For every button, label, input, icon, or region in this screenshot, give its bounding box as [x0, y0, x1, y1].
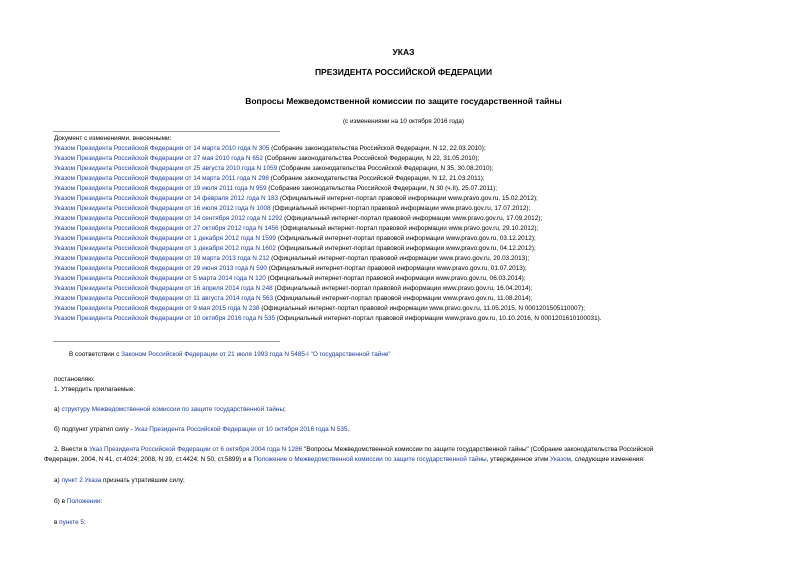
change-decree-link[interactable]: Указом Президента Российской Федерации от 14 сентября 2012 года N 1292 — [54, 215, 283, 222]
change-decree-link[interactable]: Указом Президента Российской Федерации от 1 декабря 2012 года N 1602 — [54, 245, 276, 252]
change-item — [54, 304, 602, 314]
postanov: постановляю: — [54, 376, 95, 383]
change-decree-link[interactable]: Указом Президента Российской Федерации от 25 августа 2010 года N 1059 — [54, 165, 278, 172]
change-item — [54, 224, 602, 234]
change-decree-link[interactable]: Указом Президента Российской Федерации от 10 октября 2016 года N 535 — [54, 315, 275, 322]
preamble — [69, 350, 391, 360]
point-2-link[interactable]: пункт 2 Указа — [61, 477, 102, 484]
decree-535-link[interactable]: Указ Президента Российской Федерации от 10 октября 2016 года N 535 — [134, 426, 348, 433]
paragraph-2-line2-b: , утвержденное этим — [486, 456, 551, 463]
paragraph-2a — [54, 476, 185, 486]
change-decree-link[interactable]: Указом Президента Российской Федерации от 1 декабря 2012 года N 1599 — [54, 235, 276, 242]
paragraph-2a-suffix: признать утратившим силу; — [101, 477, 185, 484]
bottom-divider — [53, 341, 280, 342]
structure-link[interactable]: структуру Межведомственной комиссии по защите государственной тайны — [61, 406, 285, 413]
paragraph-2b-prefix: б) в — [54, 498, 67, 505]
change-item — [54, 294, 602, 304]
change-item — [54, 264, 602, 274]
top-divider — [53, 131, 280, 132]
paragraph-2-line2-a: Федерации, 2004, N 41, ст.4024; 2008, N 39, ст.4424; N 50, ст.5899) и в — [44, 456, 254, 463]
change-decree-link[interactable]: Указом Президента Российской Федерации от 27 октября 2012 года N 1456 — [54, 225, 279, 232]
paragraph-1b-suffix: . — [347, 426, 350, 433]
paragraph-1b — [54, 425, 349, 435]
change-item — [54, 244, 602, 254]
change-source: (Собрание законодательства Российской Федерации, N 12, 22.03.2010); — [269, 145, 486, 152]
paragraph-2-line1-rest: "Вопросы Межведомственной комиссии по защите государственной тайны" (Собрание законодательства Российской — [302, 446, 654, 453]
change-source: (Официальный интернет-портал правовой информации www.pravo.gov.ru, 11.05.2015, N 0001201505110007); — [259, 305, 586, 312]
law-link[interactable]: Законом Российской Федерации от 21 июля 1993 года N 5485-I "О государственной тайне" — [121, 351, 391, 358]
change-decree-link[interactable]: Указом Президента Российской Федерации от 5 марта 2014 года N 120 — [54, 275, 266, 282]
decree-1286-link[interactable]: Указ Президента Российской Федерации от 6 октября 2004 года N 1286 — [89, 446, 303, 453]
change-decree-link[interactable]: Указом Президента Российской Федерации от 14 февраля 2012 года N 183 — [54, 195, 279, 202]
change-source: (Официальный интернет-портал правовой информации www.pravo.gov.ru, 01.07.2013); — [266, 265, 527, 272]
change-decree-link[interactable]: Указом Президента Российской Федерации от 9 мая 2015 года N 238 — [54, 305, 260, 312]
regulation-short-link[interactable]: Положении — [66, 498, 101, 505]
change-source: (Официальный интернет-портал правовой информации www.pravo.gov.ru, 06.03.2014); — [265, 275, 526, 282]
changes-intro: Документ с изменениями, внесенными: — [54, 135, 172, 142]
change-decree-link[interactable]: Указом Президента Российской Федерации от 16 июля 2012 года N 1008 — [54, 205, 271, 212]
change-source: (Официальный интернет-портал правовой информации www.pravo.gov.ru, 04.12.2012); — [275, 245, 536, 252]
change-source: (Официальный интернет-портал правовой информации www.pravo.gov.ru, 29.10.2012); — [278, 225, 539, 232]
edition-note: (с изменениями на 10 октября 2016 года) — [342, 118, 465, 125]
paragraph-1: 1. Утвердить прилагаемые: — [54, 386, 136, 393]
paragraph-2-line2-c: , следующие изменения: — [571, 456, 645, 463]
regulation-link[interactable]: Положение о Межведомственной комиссии по защите государственной тайны — [253, 456, 487, 463]
decree-issuer: ПРЕЗИДЕНТА РОССИЙСКОЙ ФЕДЕРАЦИИ — [314, 67, 493, 77]
paragraph-2c-suffix: : — [83, 519, 86, 526]
paragraph-2c-prefix: в — [54, 519, 60, 526]
paragraph-1a-prefix: а) — [54, 406, 62, 413]
change-item — [54, 284, 602, 294]
change-source: (Официальный интернет-портал правовой информации www.pravo.gov.ru, 03.12.2012); — [275, 235, 536, 242]
change-item — [54, 254, 602, 264]
change-decree-link[interactable]: Указом Президента Российской Федерации от 14 марта 2010 года N 305 — [54, 145, 270, 152]
change-decree-link[interactable]: Указом Президента Российской Федерации от 27 мая 2010 года N 652 — [54, 155, 263, 162]
change-decree-link[interactable]: Указом Президента Российской Федерации от 14 марта 2011 года N 298 — [54, 175, 269, 182]
change-source: (Официальный интернет-портал правовой информации www.pravo.gov.ru, 11.08.2014); — [273, 295, 533, 302]
change-item — [54, 234, 602, 244]
change-source: (Собрание законодательства Российской Федерации, N 12, 21.03.2011); — [268, 175, 485, 182]
changes-list — [54, 144, 602, 324]
paragraph-2c — [54, 518, 86, 528]
change-item — [54, 144, 602, 154]
change-source: (Собрание законодательства Российской Федерации, N 35, 30.08.2010); — [277, 165, 494, 172]
change-source: (Официальный интернет-портал правовой информации www.pravo.gov.ru, 15.02.2012); — [278, 195, 538, 202]
change-decree-link[interactable]: Указом Президента Российской Федерации от 16 апреля 2014 года N 248 — [54, 285, 273, 292]
change-source: (Официальный интернет-портал правовой информации www.pravo.gov.ru, 17.07.2012); — [270, 205, 531, 212]
paragraph-1b-prefix: б) подпункт утратил силу - — [54, 426, 135, 433]
change-decree-link[interactable]: Указом Президента Российской Федерации от 19 марта 2013 года N 212 — [54, 255, 270, 262]
change-source: (Собрание законодательства Российской Федерации, N 22, 31.05.2010); — [263, 155, 480, 162]
paragraph-2-line2 — [44, 455, 645, 465]
preamble-text: В соответствии с — [69, 351, 122, 358]
change-source: (Собрание законодательства Российской Федерации, N 30 (ч.II), 25.07.2011); — [266, 185, 498, 192]
change-decree-link[interactable]: Указом Президента Российской Федерации от 19 июля 2011 года N 959 — [54, 185, 267, 192]
change-item — [54, 194, 602, 204]
paragraph-2a-prefix: а) — [54, 477, 62, 484]
decree-title: УКАЗ — [392, 47, 415, 57]
change-source: (Официальный интернет-портал правовой информации www.pravo.gov.ru, 10.10.2016, N 0001201610100031). — [275, 315, 602, 322]
paragraph-1a — [54, 405, 286, 415]
decree-subject: Вопросы Межведомственной комиссии по защите государственной тайны — [245, 96, 562, 106]
paragraph-1a-suffix: ; — [284, 406, 286, 413]
paragraph-2b-suffix: : — [100, 498, 103, 505]
change-source: (Официальный интернет-портал правовой информации www.pravo.gov.ru, 17.09.2012); — [282, 215, 543, 222]
change-item — [54, 204, 602, 214]
change-decree-link[interactable]: Указом Президента Российской Федерации от 11 августа 2014 года N 563 — [54, 295, 274, 302]
change-item — [54, 184, 602, 194]
paragraph-2b — [54, 497, 102, 507]
change-item — [54, 174, 602, 184]
change-item — [54, 154, 602, 164]
change-source: (Официальный интернет-портал правовой информации www.pravo.gov.ru, 20.03.2013); — [269, 255, 530, 262]
change-item — [54, 274, 602, 284]
point-5-link[interactable]: пункте 5 — [59, 519, 84, 526]
decree-link[interactable]: Указом — [550, 456, 572, 463]
paragraph-2-line1 — [54, 445, 653, 455]
change-item — [54, 314, 602, 324]
change-decree-link[interactable]: Указом Президента Российской Федерации от 29 июня 2013 года N 590 — [54, 265, 267, 272]
change-source: (Официальный интернет-портал правовой информации www.pravo.gov.ru, 16.04.2014); — [272, 285, 533, 292]
change-item — [54, 214, 602, 224]
change-item — [54, 164, 602, 174]
paragraph-2-prefix: 2. Внести в — [54, 446, 90, 453]
